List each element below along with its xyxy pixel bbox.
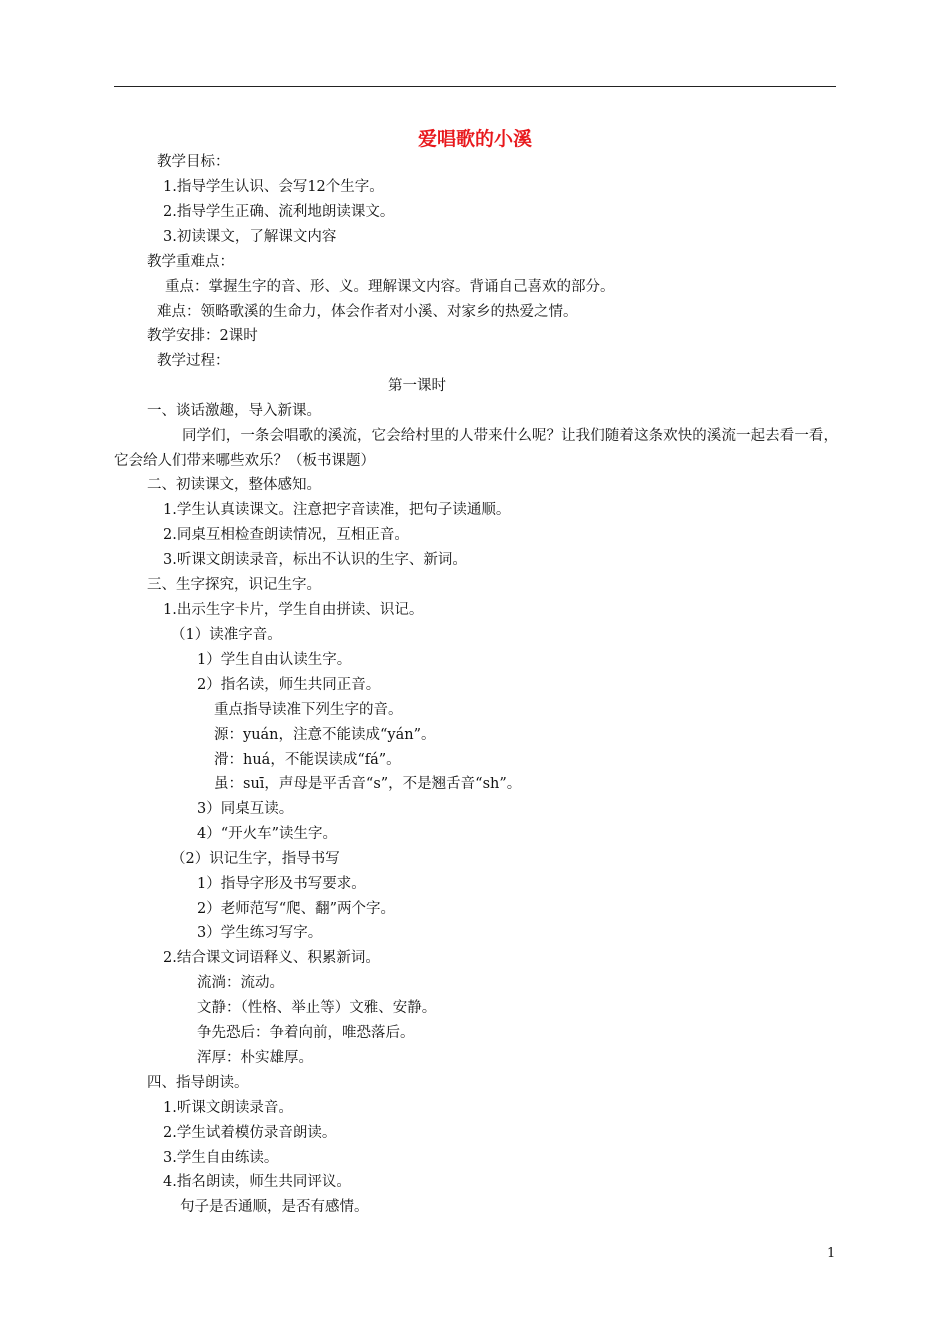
header-rule [114,86,836,87]
list-item: 4.指名朗读，师生共同评议。 [163,1174,351,1190]
sub-list-item: 2）指名读，师生共同正音。 [197,677,381,693]
list-item: 1.出示生字卡片，学生自由拼读、识记。 [163,602,424,618]
char-note: 滑：huá，不能误读成“fá”。 [214,752,401,768]
key-point: 重点：掌握生字的音、形、义。理解课文内容。背诵自己喜欢的部分。 [165,279,615,295]
document-title: 爱唱歌的小溪 [417,128,532,150]
process-heading: 教学过程： [157,353,230,369]
lesson-heading: 第一课时 [388,378,446,394]
schedule: 教学安排：2课时 [147,328,258,344]
goal-item: 3.初读课文，了解课文内容 [163,229,337,245]
word-definition: 浑厚：朴实雄厚。 [197,1050,313,1066]
goal-item: 2.指导学生正确、流利地朗读课文。 [163,204,395,220]
list-item: 2.结合课文词语释义、积累新词。 [163,950,380,966]
sub-list-item: 4）“开火车”读生字。 [197,826,338,842]
note-line: 句子是否通顺，是否有感情。 [180,1199,369,1215]
sub-list-item: 3）同桌互读。 [197,801,294,817]
difficulty-heading: 教学重难点： [147,254,234,270]
list-item: 3.学生自由练读。 [163,1150,279,1166]
sub-list-item: （1）读准字音。 [171,627,282,643]
sub-list-item: 3）学生练习写字。 [197,925,323,941]
sub-list-item: （2）识记生字，指导书写 [171,851,340,867]
word-definition: 文静：（性格、举止等）文雅、安静。 [197,1000,437,1016]
word-definition: 流淌：流动。 [197,975,284,991]
section-heading: 一、谈话激趣，导入新课。 [147,403,321,419]
goals-heading: 教学目标： [157,154,230,170]
intro-paragraph: 同学们，一条会唱歌的溪流，它会给村里的人带来什么呢？让我们随着这条欢快的溪流一起去看一看，它会给人们带来哪些欢乐？（板书课题） [114,428,838,469]
list-item: 1.学生认真读课文。注意把字音读准，把句子读通顺。 [163,502,511,518]
goal-item: 1.指导学生认识、会写12个生字。 [163,179,384,195]
section-heading: 四、指导朗读。 [147,1075,249,1091]
list-item: 3.听课文朗读录音，标出不认识的生字、新词。 [163,552,467,568]
list-item: 1.听课文朗读录音。 [163,1100,293,1116]
sub-list-item: 1）指导字形及书写要求。 [197,876,366,892]
char-note: 虽：suī，声母是平舌音“s”，不是翘舌音“sh”。 [214,776,522,792]
page-number: 1 [827,1246,836,1261]
sub-list-item: 1）学生自由认读生字。 [197,652,352,668]
char-note: 源：yuán，注意不能读成“yán”。 [214,727,436,743]
word-definition: 争先恐后：争着向前，唯恐落后。 [197,1025,415,1041]
list-item: 2.同桌互相检查朗读情况，互相正音。 [163,527,409,543]
note-line: 重点指导读准下列生字的音。 [214,702,403,718]
sub-list-item: 2）老师范写“爬、翻”两个字。 [197,901,396,917]
section-heading: 三、生字探究，识记生字。 [147,577,321,593]
section-heading: 二、初读课文，整体感知。 [147,477,321,493]
list-item: 2.学生试着模仿录音朗读。 [163,1125,337,1141]
hard-point: 难点：领略歌溪的生命力，体会作者对小溪、对家乡的热爱之情。 [157,304,578,320]
